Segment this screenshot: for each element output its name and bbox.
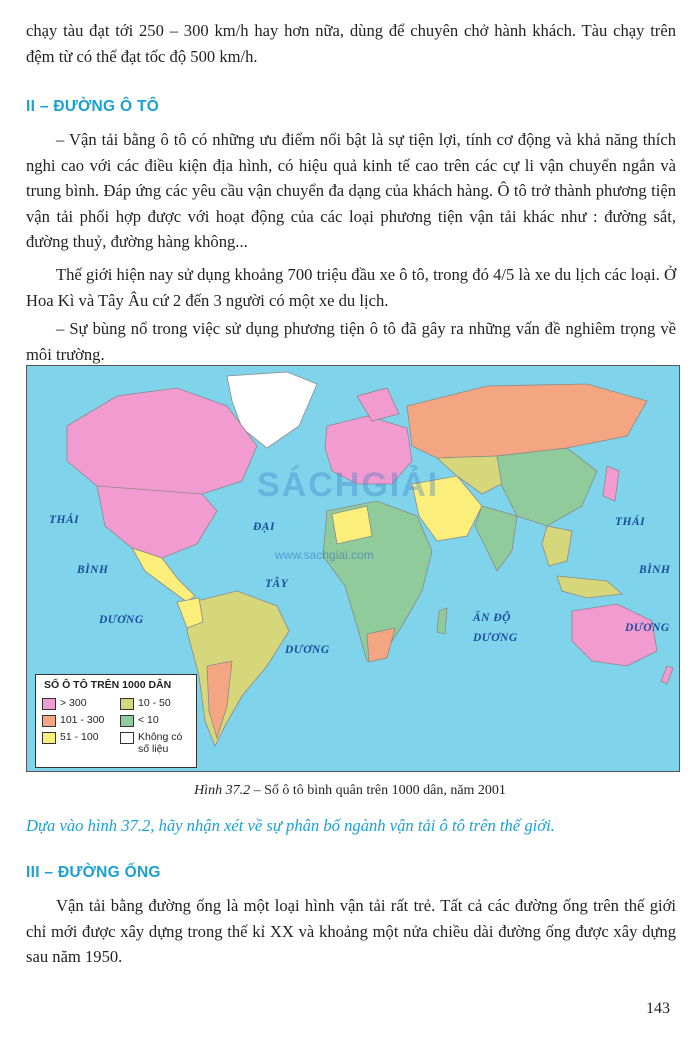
road-paragraph-statistics: Thế giới hiện nay sử dụng khoảng 700 triệu đầu xe ô tô, trong đó 4/5 là xe du lịch các loại. Ở Hoa Kì và Tây Âu cứ 2 đến 3 người có một xe du lịch. [26,265,676,310]
ocean-label-indian-1: ẤN ĐỘ [473,612,511,624]
road-paragraph-advantages: – Vận tải bằng ô tô có những ưu điểm nổi bật là sự tiện lợi, tính cơ động và khả năng thích nghi cao với các điều kiện địa hình, có hiệu quả kinh tế cao trên các cự li vận chuyển ngắn và trung bình. Đáp ứng các yêu cầu vận chuyển đa dạng của khách hàng. Ô tô trở thành phương tiện vận tải phối hợp được với hoạt động của các loại phương tiện vận tải khác như : đường sắt, đường thuỷ, đường hàng không... [26,130,676,251]
legend-label: > 300 [60,697,87,709]
legend-swatch [42,732,56,744]
section-heading-pipeline: III – ĐƯỜNG ỐNG [26,864,161,881]
ocean-label-pacific-east-1: THÁI [615,516,646,528]
section-heading-road: II – ĐƯỜNG Ô TÔ [26,98,160,115]
road-paragraph-environment: – Sự bùng nổ trong việc sử dụng phương tiện ô tô đã gây ra những vấn đề nghiêm trọng về môi trường. [26,319,676,364]
legend-item [120,731,192,755]
legend-swatch [42,715,56,727]
figure-caption [0,783,700,799]
watermark-url: www.sachgiai.com [275,548,374,562]
legend-item [42,731,99,744]
ocean-label-atlantic-3: DƯƠNG [285,644,330,656]
legend-label: < 10 [138,714,159,726]
legend-title: SỐ Ô TÔ TRÊN 1000 DÂN [44,679,172,691]
world-car-ownership-map [26,365,680,772]
ocean-label-indian-2: DƯƠNG [473,632,518,644]
legend-item [42,697,87,710]
ocean-label-atlantic-1: ĐẠI [253,521,275,533]
page-number: 143 [646,1000,670,1017]
legend-label: 101 - 300 [60,714,105,726]
legend-label: 51 - 100 [60,731,99,743]
ocean-label-pacific-east-3: DƯƠNG [625,622,670,634]
watermark-logo: SÁCHGIẢI [257,466,440,504]
figure-caption-text: – Số ô tô bình quân trên 1000 dân, năm 2001 [250,783,506,798]
ocean-label-pacific-west-2: BÌNH [77,564,109,576]
ocean-label-pacific-west-3: DƯƠNG [99,614,144,626]
exercise-question: Dựa vào hình 37.2, hãy nhận xét về sự phân bố ngành vận tải ô tô trên thế giới. [26,816,555,835]
legend-item [42,714,104,727]
pipeline-paragraph: Vận tải bằng đường ống là một loại hình vận tải rất trẻ. Tất cả các đường ống trên thế giới chỉ mới được xây dựng trong thế kỉ XX và khoảng một nửa chiều dài đường ống được xây dựng sau năm 1950. [26,896,676,966]
ocean-label-pacific-east-2: BÌNH [639,564,671,576]
legend-item [120,714,159,727]
figure-number: Hình 37.2 [194,783,251,798]
legend-swatch [120,732,134,744]
legend-swatch [42,698,56,710]
map-legend [35,674,197,768]
legend-swatch [120,715,134,727]
legend-label: Không có số liệu [138,731,183,755]
legend-label: 10 - 50 [138,697,171,709]
ocean-label-pacific-west-1: THÁI [49,514,80,526]
intro-paragraph: chạy tàu đạt tới 250 – 300 km/h hay hơn nữa, dùng để chuyên chở hành khách. Tàu chạy trên đệm từ có thể đạt tốc độ 500 km/h. [26,21,676,66]
ocean-label-atlantic-2: TÂY [265,578,289,590]
legend-item [120,697,171,710]
legend-swatch [120,698,134,710]
